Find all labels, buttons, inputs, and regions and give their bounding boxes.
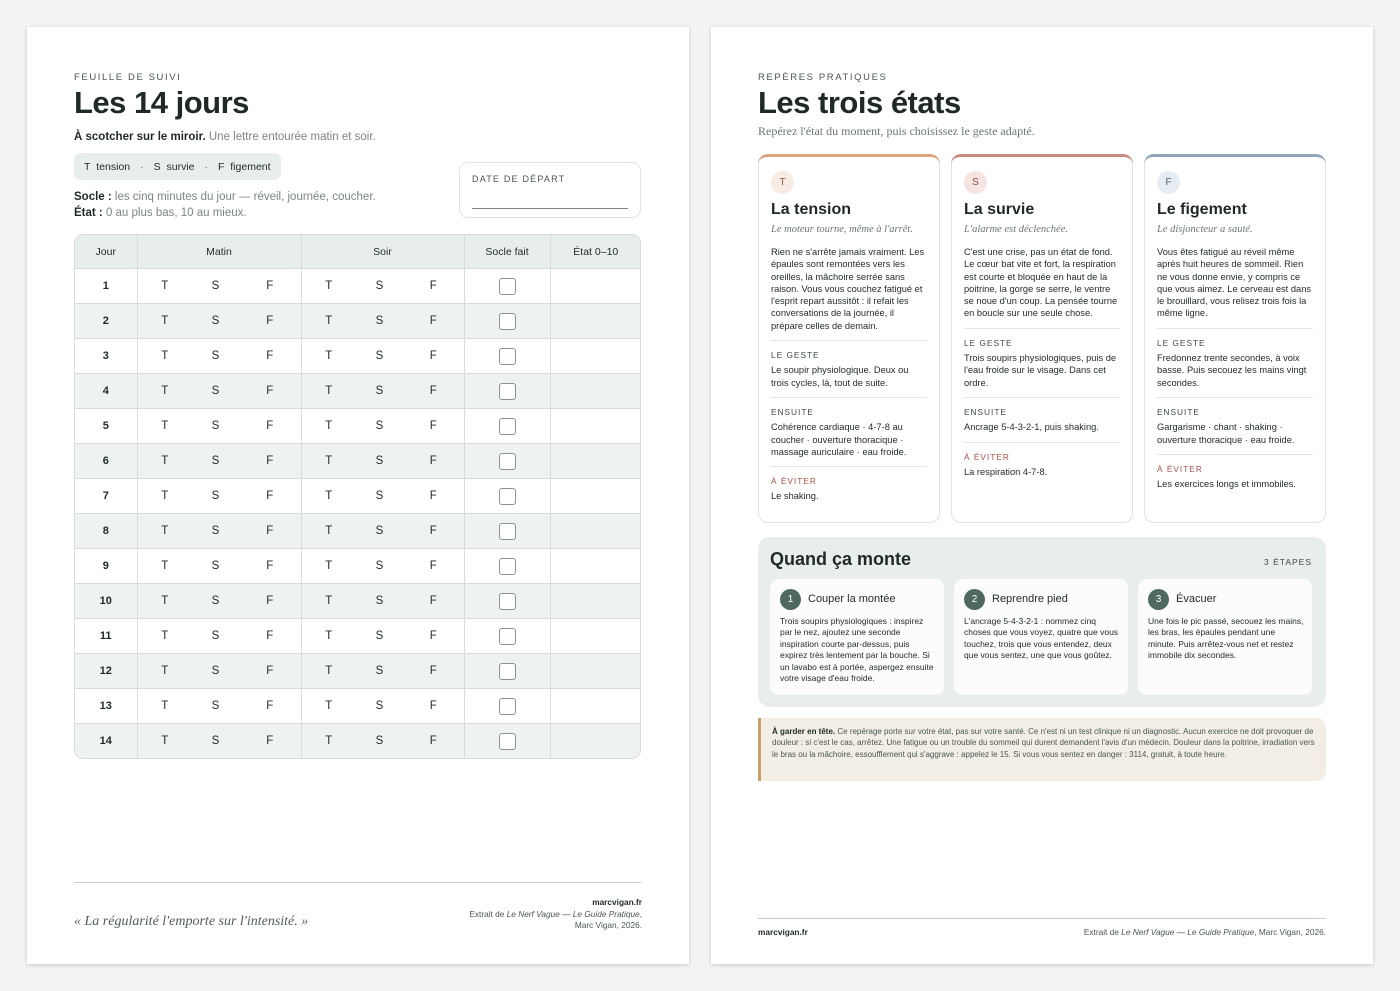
day-number: 14 — [75, 724, 137, 758]
intro-bold: À scotcher sur le miroir. — [74, 131, 206, 143]
day-number: 4 — [75, 374, 137, 409]
socle-checkbox[interactable] — [499, 418, 516, 435]
header-evening: Soir — [301, 235, 464, 269]
table-row — [75, 724, 641, 758]
morning-state-option[interactable]: T — [137, 339, 192, 374]
etat-line: État : 0 au plus bas, 10 au mieux. — [74, 207, 247, 219]
day-number: 7 — [75, 479, 137, 514]
step-number: 3 — [1148, 589, 1169, 610]
morning-state-option[interactable]: T — [137, 724, 192, 758]
footer-divider — [74, 882, 641, 883]
socle-checkbox[interactable] — [499, 593, 516, 610]
header-morning: Matin — [137, 235, 301, 269]
evening-state-option[interactable]: S — [356, 619, 403, 654]
morning-state-option[interactable]: F — [239, 584, 301, 619]
table-row — [75, 549, 641, 584]
morning-state-option[interactable]: F — [239, 269, 301, 304]
evening-state-option[interactable]: F — [403, 304, 464, 339]
legend-separator: · — [204, 160, 208, 173]
tracking-table — [74, 234, 641, 759]
eviter-text: Le shaking. — [771, 491, 819, 502]
day-number: 6 — [75, 444, 137, 479]
state-score-cell[interactable] — [550, 654, 641, 689]
table-row — [75, 304, 641, 339]
warning-text: Ce repérage porte sur votre état, pas sur votre santé. Ce n'est ni un test clinique ni un diagnostic. Aucun exercice ne doit provoquer de douleur : si c'est le cas, arrêtez. Une fatigue ou un trouble du sommeil qui durent demandent l'avis d'un médecin. Douleur dans la poitrine, irradiation vers le bras ou la mâchoire, essoufflement qui s'aggrave : appelez le 15. Si vous vous sentez en danger : 3114, gratuit, à toute heure. — [772, 727, 1315, 759]
evening-state-option[interactable]: T — [301, 514, 356, 549]
card-accent — [951, 154, 1133, 164]
state-score-cell[interactable] — [550, 619, 641, 654]
morning-state-option[interactable]: T — [137, 269, 192, 304]
state-score-cell[interactable] — [550, 409, 641, 444]
morning-state-option[interactable]: F — [239, 409, 301, 444]
geste-heading: LE GESTE — [1157, 337, 1206, 348]
socle-checkbox-cell — [464, 304, 550, 339]
morning-state-option[interactable]: S — [192, 339, 239, 374]
evening-state-option[interactable]: F — [403, 514, 464, 549]
geste-text: Fredonnez trente secondes, à voix basse. Puis secouez les mains vingt secondes. — [1157, 353, 1307, 388]
step-title: Couper la montée — [808, 593, 896, 605]
geste-text: Le soupir physiologique. Deux ou trois cycles, là, tout de suite. — [771, 365, 909, 388]
morning-state-option[interactable]: T — [137, 689, 192, 724]
socle-checkbox[interactable] — [499, 348, 516, 365]
socle-checkbox-cell — [464, 724, 550, 758]
day-number: 9 — [75, 549, 137, 584]
start-date-label: DATE DE DÉPART — [472, 174, 566, 184]
evening-state-option[interactable]: F — [403, 619, 464, 654]
state-score-cell[interactable] — [550, 374, 641, 409]
ensuite-heading: ENSUITE — [964, 406, 1007, 417]
steps-title: Quand ça monte — [770, 549, 912, 569]
evening-state-option[interactable]: F — [403, 479, 464, 514]
socle-checkbox-cell — [464, 689, 550, 724]
state-score-cell[interactable] — [550, 444, 641, 479]
morning-state-option[interactable]: F — [239, 654, 301, 689]
socle-checkbox-cell — [464, 654, 550, 689]
evening-state-option[interactable]: S — [356, 304, 403, 339]
evening-state-option[interactable]: S — [356, 269, 403, 304]
evening-state-option[interactable]: T — [301, 689, 356, 724]
evening-state-option[interactable]: S — [356, 549, 403, 584]
table-row — [75, 269, 641, 304]
evening-state-option[interactable]: T — [301, 549, 356, 584]
morning-state-option[interactable]: S — [192, 374, 239, 409]
table-row — [75, 374, 641, 409]
table-header-row — [75, 235, 641, 269]
socle-checkbox-cell — [464, 339, 550, 374]
card-title: La tension — [771, 201, 852, 218]
table-row — [75, 619, 641, 654]
morning-state-option[interactable]: T — [137, 619, 192, 654]
morning-state-option[interactable]: S — [192, 304, 239, 339]
socle-checkbox-cell — [464, 584, 550, 619]
credit-author: Marc Vigan, 2026. — [574, 920, 642, 930]
intro-text — [74, 131, 376, 143]
socle-checkbox[interactable] — [499, 628, 516, 645]
evening-state-option[interactable]: T — [301, 269, 356, 304]
table-row — [75, 339, 641, 374]
evening-state-option[interactable]: S — [356, 514, 403, 549]
state-legend — [74, 153, 281, 180]
credit-book: Le Nerf Vague — Le Guide Pratique — [506, 908, 640, 919]
credit-site: marcvigan.fr — [592, 897, 642, 907]
table-row — [75, 689, 641, 724]
socle-checkbox[interactable] — [499, 278, 516, 295]
footer-site: marcvigan.fr — [758, 927, 808, 937]
step-title: Évacuer — [1176, 593, 1217, 605]
table-row — [75, 654, 641, 689]
card-accent — [758, 154, 940, 164]
morning-state-option[interactable]: F — [239, 304, 301, 339]
evening-state-option[interactable]: F — [403, 584, 464, 619]
morning-state-option[interactable]: T — [137, 514, 192, 549]
evening-state-option[interactable]: S — [356, 374, 403, 409]
morning-state-option[interactable]: T — [137, 304, 192, 339]
day-number: 13 — [75, 689, 137, 724]
state-card — [1144, 154, 1326, 523]
table-row — [75, 444, 641, 479]
morning-state-option[interactable]: S — [192, 654, 239, 689]
morning-state-option[interactable]: F — [239, 689, 301, 724]
morning-state-option[interactable]: S — [192, 269, 239, 304]
evening-state-option[interactable]: F — [403, 339, 464, 374]
socle-checkbox-cell — [464, 514, 550, 549]
step-number: 2 — [964, 589, 985, 610]
footer-quote: « La régularité l'emporte sur l'intensité. » — [74, 914, 309, 929]
socle-checkbox-cell — [464, 269, 550, 304]
step-text: Une fois le pic passé, secouez les mains, les bras, les épaules pendant une minute. Puis arrêtez-vous net et restez immobile dix secondes. — [1148, 616, 1304, 661]
step-title: Reprendre pied — [992, 593, 1068, 605]
morning-state-option[interactable]: T — [137, 409, 192, 444]
morning-state-option[interactable]: T — [137, 654, 192, 689]
evening-state-option[interactable]: T — [301, 444, 356, 479]
escalation-steps-panel — [758, 537, 1326, 707]
step-card — [770, 579, 944, 695]
state-score-cell[interactable] — [550, 689, 641, 724]
state-score-cell[interactable] — [550, 304, 641, 339]
day-number: 8 — [75, 514, 137, 549]
morning-state-option[interactable]: S — [192, 689, 239, 724]
socle-checkbox[interactable] — [499, 733, 516, 750]
page-title: Les 14 jours — [74, 85, 249, 120]
morning-state-option[interactable]: F — [239, 549, 301, 584]
evening-state-option[interactable]: S — [356, 409, 403, 444]
socle-checkbox[interactable] — [499, 313, 516, 330]
state-card — [951, 154, 1133, 523]
state-score-cell[interactable] — [550, 479, 641, 514]
warning-bold: À garder en tête. — [772, 727, 836, 736]
morning-state-option[interactable]: T — [137, 584, 192, 619]
day-number: 5 — [75, 409, 137, 444]
table-row — [75, 584, 641, 619]
morning-state-option[interactable]: S — [192, 409, 239, 444]
step-text: Trois soupirs physiologiques : inspirez par le nez, ajoutez une seconde inspiration courte par-dessus, puis expirez très lentement par la bouche. Si un lavabo est à portée, aspergez ensuite votre visage d'eau froide. — [780, 616, 934, 684]
morning-state-option[interactable]: F — [239, 514, 301, 549]
ensuite-heading: ENSUITE — [771, 406, 814, 417]
socle-checkbox[interactable] — [499, 488, 516, 505]
morning-state-option[interactable]: F — [239, 374, 301, 409]
evening-state-option[interactable]: F — [403, 654, 464, 689]
evening-state-option[interactable]: F — [403, 374, 464, 409]
header-day: Jour — [75, 235, 137, 269]
morning-state-option[interactable]: T — [137, 444, 192, 479]
table-row — [75, 409, 641, 444]
table-row — [75, 479, 641, 514]
morning-state-option[interactable]: F — [239, 444, 301, 479]
ensuite-text: Cohérence cardiaque · 4-7-8 au coucher · ouverture thoracique · massage auriculaire · eau froide. — [771, 422, 907, 457]
socle-checkbox[interactable] — [499, 453, 516, 470]
socle-explanation — [74, 189, 376, 221]
socle-checkbox[interactable] — [499, 698, 516, 715]
ensuite-text: Gargarisme · chant · shaking · ouverture thoracique · eau froide. — [1157, 422, 1295, 445]
evening-state-option[interactable]: S — [356, 724, 403, 758]
health-warning — [758, 718, 1326, 781]
card-accent — [1144, 154, 1326, 164]
step-number: 1 — [780, 589, 801, 610]
evening-state-option[interactable]: F — [403, 444, 464, 479]
state-card — [758, 154, 940, 523]
evening-state-option[interactable]: T — [301, 584, 356, 619]
legend-item-tension: T tension — [84, 160, 131, 173]
day-number: 10 — [75, 584, 137, 619]
table-row — [75, 514, 641, 549]
geste-heading: LE GESTE — [964, 337, 1013, 348]
socle-checkbox-cell — [464, 619, 550, 654]
morning-state-option[interactable]: F — [239, 724, 301, 758]
morning-state-option[interactable]: T — [137, 374, 192, 409]
evening-state-option[interactable]: S — [356, 444, 403, 479]
header-state: État 0–10 — [550, 235, 641, 269]
state-score-cell[interactable] — [550, 514, 641, 549]
evening-state-option[interactable]: T — [301, 479, 356, 514]
page-eyebrow: REPÈRES PRATIQUES — [758, 72, 888, 83]
socle-checkbox-cell — [464, 374, 550, 409]
card-description: C'est une crise, pas un état de fond. Le cœur bat vite et fort, la respiration est courte et bloquée en haut de la poitrine, la gorge se serre, le ventre se noue d'un coup. La pensée tourne en boucle sur une seule chose. — [964, 247, 1118, 319]
socle-checkbox[interactable] — [499, 558, 516, 575]
card-description: Vous êtes fatigué au réveil même après huit heures de sommeil. Rien ne vous donne envie, y compris ce que vous aimez. Le cerveau est dans le brouillard, vous relisez trois fois la même ligne. — [1157, 247, 1312, 319]
legend-item-figement: F figement — [218, 160, 271, 173]
state-score-cell[interactable] — [550, 269, 641, 304]
socle-checkbox-cell — [464, 479, 550, 514]
eviter-heading: À ÉVITER — [964, 451, 1010, 462]
morning-state-option[interactable]: S — [192, 619, 239, 654]
start-date-field[interactable] — [459, 162, 641, 218]
day-number: 3 — [75, 339, 137, 374]
state-letter-badge: T — [771, 171, 794, 194]
card-subtitle: Le disjoncteur a sauté. — [1157, 224, 1253, 235]
legend-item-survie: S survie — [153, 160, 195, 173]
step-text: L'ancrage 5-4-3-2-1 : nommez cinq choses que vous voyez, quatre que vous touchez, trois que vous entendez, deux que vous sentez, une que vous goûtez. — [964, 616, 1119, 661]
card-subtitle: Le moteur tourne, même à l'arrêt. — [771, 224, 913, 235]
evening-state-option[interactable]: T — [301, 724, 356, 758]
evening-state-option[interactable]: T — [301, 374, 356, 409]
start-date-line — [472, 208, 628, 209]
socle-checkbox[interactable] — [499, 383, 516, 400]
socle-checkbox-cell — [464, 444, 550, 479]
morning-state-option[interactable]: F — [239, 479, 301, 514]
card-description: Rien ne s'arrête jamais vraiment. Les épaules sont remontées vers les oreilles, la mâchoire serrée sans raison. Vous vous couchez fatigué et l'esprit repart aussitôt : il refait les conversations de la journée, il prépare celles de demain. — [771, 247, 925, 331]
evening-state-option[interactable]: F — [403, 549, 464, 584]
page-eyebrow: FEUILLE DE SUIVI — [74, 72, 182, 83]
morning-state-option[interactable]: S — [192, 584, 239, 619]
eviter-heading: À ÉVITER — [771, 476, 817, 487]
state-score-cell[interactable] — [550, 339, 641, 374]
eviter-text: La respiration 4-7-8. — [964, 466, 1048, 477]
card-title: Le figement — [1157, 201, 1247, 218]
evening-state-option[interactable]: T — [301, 339, 356, 374]
morning-state-option[interactable]: T — [137, 549, 192, 584]
morning-state-option[interactable]: S — [192, 479, 239, 514]
day-number: 11 — [75, 619, 137, 654]
evening-state-option[interactable]: T — [301, 619, 356, 654]
geste-text: Trois soupirs physiologiques, puis de l'eau froide sur le visage. Dans cet ordre. — [964, 353, 1117, 388]
step-card — [954, 579, 1128, 695]
footer-divider — [758, 918, 1326, 919]
state-score-cell[interactable] — [550, 584, 641, 619]
day-number: 12 — [75, 654, 137, 689]
socle-checkbox[interactable] — [499, 663, 516, 680]
geste-heading: LE GESTE — [771, 350, 820, 361]
footer-credit: Extrait de Le Nerf Vague — Le Guide Pratique, Marc Vigan, 2026. — [1083, 927, 1326, 937]
morning-state-option[interactable]: S — [192, 549, 239, 584]
card-title: La survie — [964, 201, 1035, 218]
tracking-sheet-page — [27, 27, 689, 964]
morning-state-option[interactable]: T — [137, 479, 192, 514]
state-score-cell[interactable] — [550, 549, 641, 584]
day-number: 1 — [75, 269, 137, 304]
footer-credit: marcvigan.fr Extrait de Le Nerf Vague — Le Guide Pratique, Marc Vigan, 2026. — [469, 897, 642, 930]
eviter-text: Les exercices longs et immobiles. — [1157, 479, 1296, 490]
states-guide-page — [711, 27, 1373, 964]
morning-state-option[interactable]: S — [192, 724, 239, 758]
socle-line: Socle : les cinq minutes du jour — réveil, journée, coucher. — [74, 191, 376, 203]
evening-state-option[interactable]: F — [403, 269, 464, 304]
evening-state-option[interactable]: F — [403, 409, 464, 444]
evening-state-option[interactable]: F — [403, 724, 464, 758]
page-subtitle: Repérez l'état du moment, puis choisissez le geste adapté. — [758, 124, 1035, 138]
page-title: Les trois états — [758, 85, 961, 120]
evening-state-option[interactable]: S — [356, 584, 403, 619]
ensuite-heading: ENSUITE — [1157, 406, 1200, 417]
ensuite-text: Ancrage 5-4-3-2-1, puis shaking. — [964, 422, 1099, 433]
morning-state-option[interactable]: F — [239, 339, 301, 374]
header-socle: Socle fait — [464, 235, 550, 269]
legend-separator: · — [140, 160, 144, 173]
socle-checkbox-cell — [464, 409, 550, 444]
step-card — [1138, 579, 1312, 695]
evening-state-option[interactable]: T — [301, 409, 356, 444]
intro-rest: Une lettre entourée matin et soir. — [205, 131, 376, 143]
evening-state-option[interactable]: S — [356, 689, 403, 724]
evening-state-option[interactable]: S — [356, 654, 403, 689]
card-subtitle: L'alarme est déclenchée. — [964, 224, 1069, 235]
eviter-heading: À ÉVITER — [1157, 463, 1203, 474]
evening-state-option[interactable]: S — [356, 479, 403, 514]
socle-checkbox[interactable] — [499, 523, 516, 540]
morning-state-option[interactable]: S — [192, 514, 239, 549]
evening-state-option[interactable]: S — [356, 339, 403, 374]
footer-book: Le Nerf Vague — Le Guide Pratique — [1121, 927, 1255, 937]
state-letter-badge: F — [1157, 171, 1180, 194]
state-letter-badge: S — [964, 171, 987, 194]
evening-state-option[interactable]: T — [301, 304, 356, 339]
evening-state-option[interactable]: T — [301, 654, 356, 689]
evening-state-option[interactable]: F — [403, 689, 464, 724]
steps-count: 3 ÉTAPES — [1264, 557, 1312, 567]
state-score-cell[interactable] — [550, 724, 641, 758]
morning-state-option[interactable]: S — [192, 444, 239, 479]
day-number: 2 — [75, 304, 137, 339]
socle-checkbox-cell — [464, 549, 550, 584]
morning-state-option[interactable]: F — [239, 619, 301, 654]
